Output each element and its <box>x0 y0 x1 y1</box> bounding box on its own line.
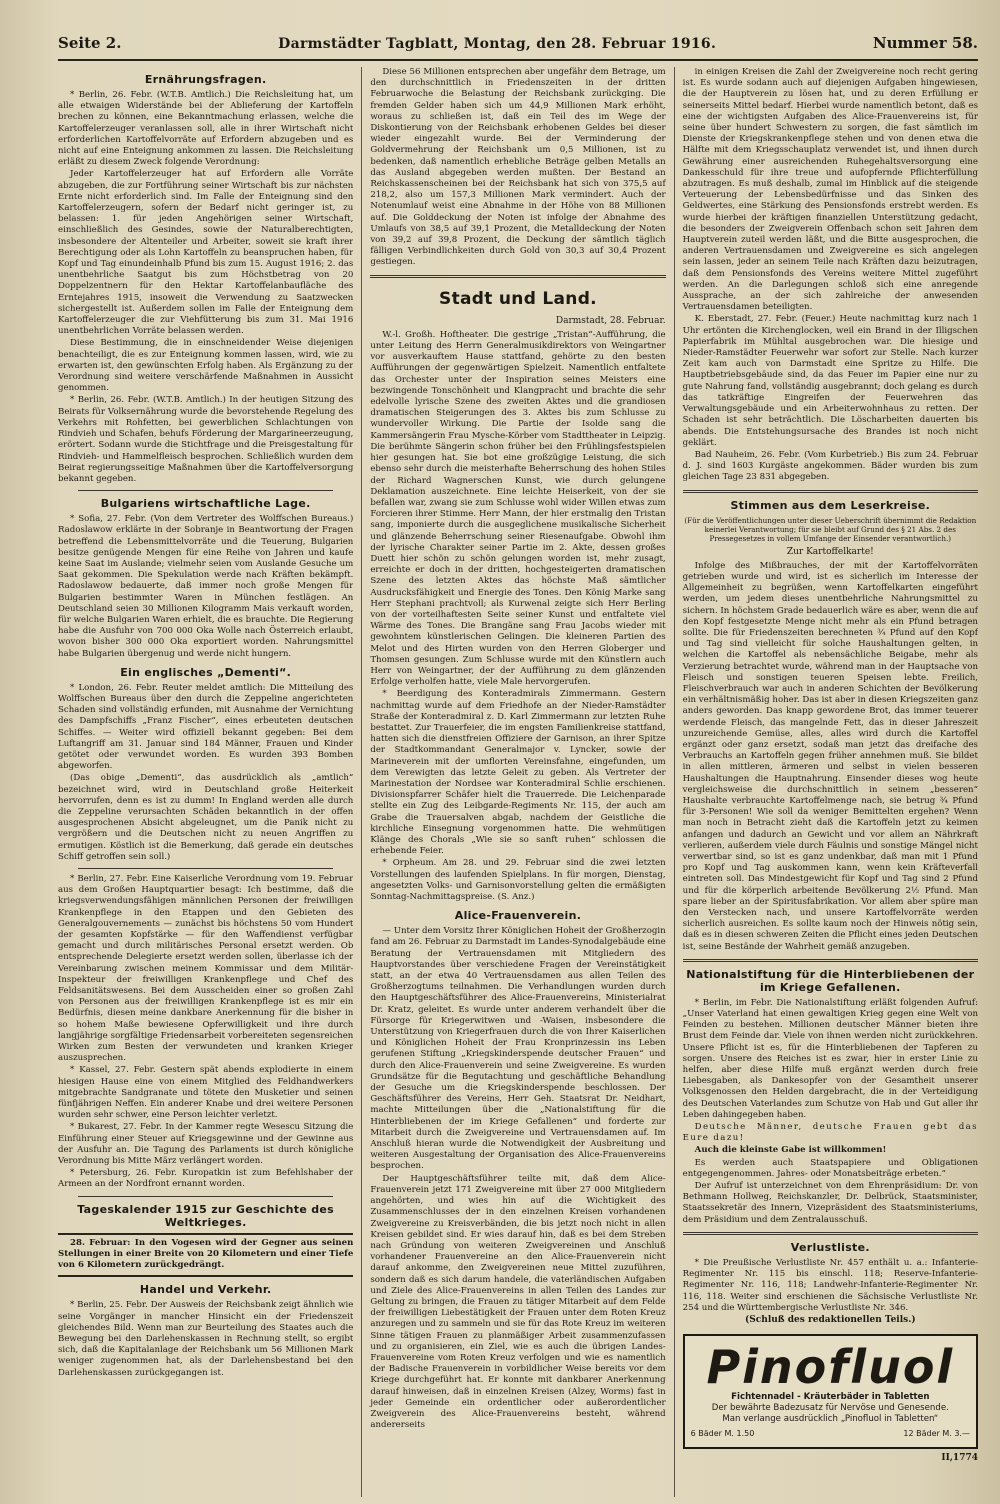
divider <box>78 1196 333 1197</box>
divider <box>683 1232 978 1235</box>
article-paragraph: W.-l. Großh. Hoftheater. Die gestrige „Tristan“-Aufführung, die unter Leitung des Herrn Generalmusikdirektors von Weingartner vor ausverkauftem Hause stattfand, gehörte zu den besten Aufführungen der gegenwärtigen Spielzeit. Namentlich entfaltete das Orchester unter der Inspiration seines Meisters eine bezwingende Tonschönheit und Klangpracht und brachte die sehr edelvolle lyrische Szene des zweiten Aktes und die grandiosen dramatischen Steigerungen des 3. Aktes bis zum Schlusse zu wundervoller Wirkung. Die Partie der Isolde sang die Kammersängerin Frau Mysche-Körber vom Stadttheater in Leipzig. Die berühmte Sängerin schon früher bei den Frühlingsfestspielen hier gesungen hat. Sie bot eine großzügige Leistung, die sich ebenso sehr durch die meisterhafte Beherrschung des hohen Stiles der Richard Wagnerschen Kunst, wie durch gelungene Deklamation auszeichnete. Eine leichte Heiserkeit, von der sie befallen war, zwang sie zum Schlusse wohl wider Willen etwas zum Forcieren ihrer Stimme. Herr Mann, der hier erstmalig den Tristan sang, imponierte durch die ausgeglichene musikalische Sicherheit und glänzende Beherrschung seiner Riesenaufgabe. Obwohl ihm der lyrische Charakter seiner Partie im 2. Akte, dessen großes Duett hier schön zu schön gelungen worden ist, mehr zusagt, erreichte er doch in der dritten, hochgesteigerten dramatischen Szene des letzten Aktes das höchste Maß sämtlicher Ausdrucksfähigkeit und Energie des Tones. Den König Marke sang Herr Stephani prachtvoll; als Kurwenal zeigte sich Herr Berling von der vorteilhaftesten Seite seiner Kunst und entfaltete viel Wärme des Tones. Die Brangäne sang Frau Jacobs wieder mit gewohntem künstlerischen Gelingen. Die kleineren Partien des Melot und des Hirten wurden von den Herren Globerger und Thomsen gesungen. Zum Schlusse wurde mit den Künstlern auch Herr von Weingartner, der der Aufführung zu dem glänzenden Erfolge verholfen hatte, viele Male hervorgerufen. <box>370 329 666 688</box>
disclaimer: (Für die Veröffentlichungen unter dieser Ueberschrift übernimmt die Redaktion keinerlei Verantwortung; für sie bleibt auf Grund des § 21 Abs. 2 des Pressegesetzes in vollem Umfange der Einsender verantwortlich.) <box>684 515 977 543</box>
article-paragraph: K. Eberstadt, 27. Febr. (Feuer.) Heute nachmittag kurz nach 1 Uhr ertönten die Kirchenglocken, weil ein Brand in der Illigschen Papierfabrik im Mühltal ausgebrochen war. Die hiesige und Nieder-Ramstädter Feuerwehr war sofort zur Stelle. Nach kurzer Zeit kam auch von Darmstadt eine Spritze zu Hilfe. Die Hauptbetriebsgebäude sind, da das Feuer im Papier eine nur zu gute Nahrung fand, vollständig ausgebrannt; doch gelang es durch das tatkräftige Eingreifen der Feuerwehren das Verwaltungsgebäude und ein Arbeiterwohnhaus zu retten. Der Schaden ist sehr beträchtlich. Die Löscharbeiten dauerten bis abends. Die Entstehungsursache des Brandes ist noch nicht geklärt. <box>682 314 978 448</box>
article-paragraph: * Beerdigung des Konteradmirals Zimmermann. Gestern nachmittag wurde auf dem Friedhofe an der Nieder-Ramstädter Straße der Konteradmiral z. D. Karl Zimmermann zur letzten Ruhe bestattet. Zur Trauerfeier, die im engsten Familienkreise stattfand, hatten sich die dienstfreien Offiziere der Garnison, an ihrer Spitze der Stadtkommandant Generalmajor v. Lyncker, sowie der Marineverein mit der umflorten Vereinsfahne, eingefunden, um dem Verewigten das letzte Geleit zu geben. Als Vertreter der Marinestation der Nordsee war Konteradmiral Schlie erschienen. Divisionspfarrer Schäfer hielt die Trauerrede. Die Leichenparade stellte ein Zug des Leibgarde-Regiments Nr. 115, der auch am Grabe die Trauersalven abgab, nachdem der Geistliche die kirchliche Einsegnung vorgenommen hatte. Die wehmütigen Klänge des Chorals „Wie sie so sanft ruhen“ schlossen die erhebende Feier. <box>370 689 666 857</box>
article-paragraph: * Berlin, 26. Febr. (W.T.B. Amtlich.) Die Reichsleitung hat, um alle etwaigen Widerstände bei der Ablieferung der Kartoffeln brechen zu können, eine Bekanntmachung erlassen, welche die Kartoffelerzeuger veranlassen soll, alle in ihrer Wirtschaft nicht erforderlichen Kartoffelvorräte auf Erfordern abzugeben und es nicht auf eine Enteignung ankommen zu lassen. Die Reichsleitung erläßt zu diesem Zweck folgende Verordnung: <box>58 90 354 168</box>
calendar-entry: 28. Februar: In den Vogesen wird der Gegner aus seinen Stellungen in einer Breite von 20 Kilometern und einer Tiefe von 6 Kilometern zurückgedrängt. <box>58 1237 354 1271</box>
article-paragraph: * Berlin, 25. Febr. Der Ausweis der Reichsbank zeigt ähnlich wie seine Vorgänger in mancher Hinsicht ein der Friedenszeit gleichendes Bild. Wenn man zur Beurteilung des Staates auch die Bewegung bei den Darlehenskassen in Rechnung stellt, so ergibt sich, daß die Kapitalanlage der Reichsbank um 56 Millionen Mark weniger zugenommen hat, als der Darlehensbestand bei den Darlehenskassen zurückgegangen ist. <box>58 1300 354 1378</box>
article-paragraph: * Bukarest, 27. Febr. In der Kammer regte Wesescu Sitzung die Einführung einer Steuer auf Kriegsgewinne und der Gewinne aus der Ausfuhr an. Die Tagung des Parlaments ist durch königliche Verordnung bis Mitte März verlängert worden. <box>58 1122 354 1167</box>
ad-prices <box>691 1428 970 1439</box>
article-paragraph: Es werden auch Staatspapiere und Obligationen entgegengenommen. Jahres- oder Monatsbeiträge erbeten.“ <box>682 1157 978 1179</box>
headline-bulgarien: Bulgariens wirtschaftliche Lage. <box>100 497 311 511</box>
headline-nationalstiftung: Nationalstiftung für die Hinterbliebenen der im Kriege Gefallenen. <box>686 967 975 994</box>
article-paragraph: in einigen Kreisen die Zahl der Zweigvereine noch recht gering ist. Es wurde sodann auch auf diejenigen Aufgaben hingewiesen, die der Hauptverein zu lösen hat, und zu deren Erfüllung er seinerseits Mittel bedarf. Hierbei wurde namentlich betont, daß es eine der wichtigsten Aufgaben des Alice-Frauenvereins ist, für seine über hundert Schwestern zu sorgen, die fast sämtlich im Dienste der Kriegskrankenpflege stehen und von denen etwa die Hälfte mit dem Kriegsschauplatz verwendet ist, und ihnen durch Gewährung einer ausreichenden Ruhegehaltsversorgung eine Dankesschuld für ihre treue und aufopfernde Pflichterfüllung abzutragen. Es muß deshalb, zumal im Hinblick auf die steigende Verteuerung der Lebensbedürfnisse und das Sinken des Geldwertes, eine Stärkung des Pensionsfonds erstrebt werden. Es wurde hierbei der kräftigen finanziellen Unterstützung gedacht, die besonders der Zweigverein Offenbach schon seit Jahren dem Hauptverein zuteil werden läßt, und die Bitte ausgesprochen, die anderen Vertrauensdamen und Zweigvereine es sich angelegen sein lassen, jeder an seinem Teile nach Kräften dazu beizutragen, daß dem Pensionsfonds des Vereins weitere Mittel zugeführt werden. An die Darlegungen schloß sich eine anregende Aussprache, an der sich zahlreiche der anwesenden Vertrauensdamen beteiligten. <box>682 67 978 313</box>
headline-handel: Handel und Verkehr. <box>139 1283 272 1297</box>
column-3 <box>674 67 978 1497</box>
column-1 <box>58 67 353 1497</box>
article-paragraph: * Kassel, 27. Febr. Gestern spät abends explodierte in einem hiesigen Hause eine von einem Mitglied des Feldhandwerkers mitgebrachte Sandgranate und tötete den Musketier und seinen fünfjährigen Neffen. Ein anderer Knabe und drei weitere Personen wurden sehr schwer, eine Person leichter verletzt. <box>58 1065 354 1121</box>
issue-number: Nummer 58. <box>872 34 978 52</box>
ad-line: Der bewährte Badezusatz für Nervöse und Genesende. <box>711 1403 949 1414</box>
ad-price: 6 Bäder M. 1.50 <box>690 1429 755 1439</box>
article-paragraph: * London, 26. Febr. Reuter meldet amtlich: Die Mitteilung des Wolffschen Bureaus über den durch die Zeppeline angerichteten Schaden sind vollständig erfunden, mit Ausnahme der Vernichtung des Dampfschiffs „Franz Fischer“, eines erbeuteten deutschen Schiffes. — Weiter wird offiziell bekannt gegeben: Bei dem Luftangriff am 31. Januar sind 184 Männer, Frauen und Kinder getötet oder verwundet worden. Es wurden 393 Bomben abgeworfen. <box>58 682 354 772</box>
article-paragraph: Jeder Kartoffelerzeuger hat auf Erfordern alle Vorräte abzugeben, die zur Fortführung seiner Wirtschaft bis zur nächsten Ernte nicht erforderlich sind. Im Falle der Enteignung sind den Kartoffelerzeugern, sofern der Bedarf nicht geringer ist, zu belassen: 1. für jeden Angehörigen seiner Wirtschaft, einschließlich des Gesindes, sowie der Naturalberechtigten, insbesondere der Altenteiler und Arbeiter, soweit sie kraft ihrer Berechtigung oder als Lohn Kartoffeln zu beanspruchen haben, für Kopf und Tag einundeinhalb Pfund bis zum 15. August 1916; 2. das unentbehrliche Saatgut bis zum Höchstbetrag von 20 Doppelzentnern für den Hektar Kartoffelanbaufläche des Erntejahres 1915, insoweit die Verwendung zu Saatzwecken sichergestellt ist. Außerdem sollen im Falle der Enteignung dem Kartoffelerzeuger die zur Viehfütterung bis zum 31. Mai 1916 unentbehrlichen Vorräte belassen werden. <box>58 169 354 337</box>
headline-dementi: Ein englisches „Dementi“. <box>120 665 292 679</box>
ad-brand: Pinofluol <box>706 1340 955 1395</box>
ad-line: Fichtennadel - Kräuterbäder in Tabletten <box>731 1392 930 1403</box>
headline-verlustliste: Verlustliste. <box>790 1240 870 1254</box>
dateline: Darmstadt, 28. Februar. <box>555 315 666 326</box>
ad-line: Man verlange ausdrücklich „Pinofluol in Tabletten“ <box>722 1414 939 1425</box>
article-paragraph: * Sofia, 27. Febr. (Von dem Vertreter des Wolffschen Bureaus.) Radoslawow erklärte in der Sobranje in Beantwortung der Fragen betreffend die Lebensmittelvorräte und die Teuerung, Bulgarien besitze genügende Mengen für eine Reihe von Jahren und kaufe keine Saat im Auslande; vielmehr seien vom Auslande Gesuche um Saat gekommen. Die Spekulation werde nach Kräften bekämpft. Radoslawow bedauerte, daß immer noch große Mengen für Bulgarien bestimmter Waren in München festlägen. An Deutschland seien 30 Millionen Kilogramm Mais verkauft worden, für welche Bulgarien Waren erhielt, die es brauchte. Die Regierung habe die Ausfuhr von 700 000 Oka Wolle nach Österreich erlaubt, wovon bisher 300 000 Oka exportiert worden. Nahrungsmittel habe Bulgarien übergenug und werde nicht hungern. <box>58 514 354 659</box>
appeal-line: Deutsche Männer, deutsche Frauen gebt das Eure dazu! <box>682 1122 978 1144</box>
letter-title: Zur Kartoffelkarte! <box>786 546 874 557</box>
end-of-editorial: (Schluß des redaktionellen Teils.) <box>745 1314 916 1325</box>
article-paragraph: Diese Bestimmung, die in einschneidender Weise diejenigen benachteiligt, die es zur Enteignung kommen lassen, wird, wie zu erwarten ist, den gewünschten Erfolg haben. Als Ergänzung zu der Verordnung sind weitere verschärfende Maßnahmen in Aussicht genommen. <box>58 338 354 394</box>
article-paragraph: * Berlin, 26. Febr. (W.T.B. Amtlich.) In der heutigen Sitzung des Beirats für Volksernährung wurde die bevorstehende Regelung des Verkehrs mit Rohfetten, bei gewerblichen Schlachtungen von Rindvieh und Schafen, behufs Förderung der Margarineerzeugung, erörtert. Sodann wurde die Stichtfrage und die Preisgestaltung für Rindvieh- und Hammelfleisch besprochen. Schließlich wurden dem Beirat regierungsseitige Maßnahmen über die Kartoffelversorgung bekannt gegeben. <box>58 395 354 484</box>
article-paragraph: * Berlin, im Febr. Die Nationalstiftung erläßt folgenden Aufruf: „Unser Vaterland hat einen gewaltigen Krieg gegen eine Welt von Feinden zu bestehen. Millionen deutscher Männer bieten ihre Brust dem Feinde dar. Viele von ihnen werden nicht zurückkehren. Unsere Pflicht ist es, für die Hinterbliebenen der Tapferen zu sorgen. Unsere des Reiches ist es zwar, hier in erster Linie zu helfen, aber diese Hilfe muß ergänzt werden durch freie Liebesgaben, als Dankesopfer von der Gesamtheit unserer Volksgenossen den Helden dargebracht, die in der Verteidigung des Deutschen Vaterlandes zum Schutze von Hab und Gut aller ihr Leben dahingegeben haben. <box>682 997 978 1120</box>
page-number: Seite 2. <box>58 34 122 52</box>
article-paragraph: Der Hauptgeschäftsführer teilte mit, daß dem Alice-Frauenverein jetzt 171 Zweigvereine mit über 27 000 Mitgliedern angehörten, und wies hin auf die Wichtigkeit des Zusammenschlusses der in den einzelnen Kreisen vorhandenen Zweigvereine zu Kreisverbänden, die bis jetzt noch nicht in allen Kreisen gebildet sind. Er wies darauf hin, daß es bei dem Streben nach Gründung von weiteren Zweigvereinen und Anschluß vorhandener Frauenvereine an den Alice-Frauenverein nicht darauf ankomme, den Zweigvereinen neue Mittel zuzuführen, sondern daß es sich darum handele, die vaterländischen Aufgaben und Ziele des Alice-Frauenvereins in allen Teilen des Landes zur Geltung zu bringen, die Frauen zu tätiger Mitarbeit auf dem Felde der freiwilligen Liebestätigkeit der Frauen unter dem Roten Kreuz anzuregen und zu sammeln und sie für das Rote Kreuz im weiteren Sinne tätigen Frauen zu planmäßiger Arbeit zusammenzufassen und zu organisieren, ein Ziel, wie es auch die übrigen Landes-Frauenvereine vom Roten Kreuz verfolgen und wie es namentlich der Badische Frauenverein in vorbildlicher Weise bereits vor dem Kriege durchgeführt hat. Er konnte mit dankbarer Anerkennung darauf hinweisen, daß in einzelnen Kreisen (Alzey, Worms) fast in jeder Gemeinde ein ordentlicher oder außerordentlicher Zweigverein des Alice-Frauenvereins besteht, während andererseits <box>370 1173 666 1431</box>
article-paragraph: — Unter dem Vorsitz Ihrer Königlichen Hoheit der Großherzogin fand am 26. Februar zu Darmstadt im Landes-Synodalgebäude eine Beratung der Vertrauensdamen mit Mitgliedern des Hauptvorstandes über verschiedene Fragen der Vereinstätigkeit statt, an der etwa 40 Vertrauensdamen aus allen Teilen des Großherzogtums teilnahmen. Die Verhandlungen wurden durch den Hauptgeschäftsführer des Alice-Frauenvereins, Ministerialrat Dr. Kratz, geleitet. Es wurde unter anderem verhandelt über die Fürsorge für Kriegerwitwen und -Waisen, insbesondere die Unterstützung von Kriegerfrauen durch die von Ihrer Kaiserlichen und Königlichen Hoheit der Frau Kronprinzessin ins Leben gerufenen Stiftung „Kriegskinderspende deutscher Frauen“ und durch den Alice-Frauenverein und seine Zweigvereine. Es wurden Grundsätze für die Begutachtung und geschäftliche Behandlung der Gesuche um die Kriegskinderspende beschlossen. Der Geschäftsführer des Vereins, Herr Geh. Staatsrat Dr. Neidhart, machte Mitteilungen über die „Nationalstiftung für die Hinterbliebenen der im Kriege Gefallenen“ und forderte zur Mitarbeit durch die Zweigvereine und Vertrauensdamen auf. Im Anschluß hieran wurde die Notwendigkeit der Ausbreitung und weiteren Ausgestaltung der Organisation des Alice-Frauenvereins besprochen. <box>370 926 666 1172</box>
divider <box>78 490 333 491</box>
column-2 <box>361 67 665 1497</box>
ad-price: 12 Bäder M. 3.— <box>903 1429 970 1439</box>
divider <box>370 275 665 278</box>
newspaper-title-date: Darmstädter Tagblatt, Montag, den 28. Februar 1916. <box>278 36 717 52</box>
headline-tageskalender: Tageskalender 1915 zur Geschichte des Weltkrieges. <box>77 1202 335 1229</box>
advertisement-pinofluol <box>683 1334 978 1449</box>
article-paragraph: Bad Nauheim, 26. Febr. (Vom Kurbetrieb.) Bis zum 24. Februar d. J. sind 1603 Kurgäste angekommen. Bäder wurden bis zum gleichen Tage 23 831 abgegeben. <box>682 449 978 483</box>
divider <box>683 959 978 962</box>
article-paragraph: * Berlin, 27. Febr. Eine Kaiserliche Verordnung vom 19. Februar aus dem Großen Hauptquartier besagt: Ich bestimme, daß die kriegsverwendungsfähigen männlichen Personen der freiwilligen Krankenpflege in den Etappen und den Gebieten des Generalgouvernements — zunächst bis höchstens 50 vom Hundert der gesamten Kopfstärke — für den Waffendienst verfügbar gemacht und durch militärisches Personal ersetzt werden. Ob entsprechende Delegierte ersetzt werden sollen, überlasse ich der Vereinbarung zwischen meinem Kommissar und dem Militär-Inspekteur der freiwilligen Krankenpflege und Chef des Feldsanitätswesens. Bei dem Ausscheiden einer so großen Zahl von Personen aus der freiwilligen Krankenpflege ist es mir ein Bedürfnis, diesen meine dankbare Anerkennung für die bisher in so hohem Maße bewiesene Opferwilligkeit und ihre durch langjährige sorgfältige Friedensarbeit vorbereiteten segensreichen Wirken zum Besten der verwundeten und kranken Krieger auszusprechen. <box>58 874 354 1064</box>
appeal-line: Auch die kleinste Gabe ist willkommen! <box>694 1145 887 1156</box>
article-paragraph: Der Aufruf ist unterzeichnet von dem Ehrenpräsidium: Dr. von Bethmann Hollweg, Reichskanzler, Dr. Delbrück, Staatsminister, Staatssekretär des Innern, Vizepräsident des Staatsministeriums, dem Präsidium und dem Zentralausschuß. <box>682 1181 978 1225</box>
article-paragraph: * Petersburg, 26. Febr. Kuropatkin ist zum Befehlshaber der Armeen an der Nordfront ernannt worden. <box>58 1168 354 1190</box>
ad-code: II,1774 <box>941 1453 978 1464</box>
masthead <box>58 34 978 61</box>
headline-alice-frauenverein: Alice-Frauenverein. <box>454 909 582 923</box>
headline-leserkreise: Stimmen aus dem Leserkreise. <box>730 498 931 512</box>
article-paragraph: Diese 56 Millionen entsprechen aber ungefähr dem Betrage, um den durchschnittlich in Friedenszeiten in der dritten Februarwoche die Belastung der Reichsbank zurückging. Die fremden Gelder haben sich um 44,9 Millionen Mark erhöht, woraus zu schließen ist, daß ein Teil des im Wege der Diskontierung von der Reichsbank erhobenen Geldes bei dieser wieder eingezahlt wurde. Bei der Verminderung der Goldvermehrung der Reichsbank um 0,5 Millionen, ist zu bedenken, daß namentlich erhebliche Beträge gelben Metalls an das Ausland abgegeben werden mußten. Der Bestand an Reichskassenscheinen bei der Reichsbank hat sich von 375,5 auf 218,2, also um 157,3 Millionen Mark vermindert. Auch der Notenumlauf weist eine Abnahme in der Höhe von 88 Millionen auf. Die Golddeckung der Noten ist infolge der Abnahme des Umlaufs von 38,5 auf 39,1 Prozent, die Metalldeckung der Noten von 39,2 auf 39,8 Prozent, die Deckung der sämtlich täglich fälligen Verbindlichkeiten durch Gold von 30,3 auf 30,4 Prozent gestiegen. <box>370 67 666 268</box>
divider <box>78 868 333 869</box>
article-paragraph: * Orpheum. Am 28. und 29. Februar sind die zwei letzten Vorstellungen des laufenden Spielplans. In für morgen, Dienstag, angesetzten Volks- und Garnisonvorstellung gelten die ermäßigten Sonntag-Nachmittagspreise. (S. Anz.) <box>370 858 666 903</box>
calendar-box <box>58 1233 353 1278</box>
article-paragraph: Infolge des Mißbrauches, der mit der Kartoffelvorräten getrieben wurde und wird, ist es sicherlich im Interesse der Allgemeinheit zu begrüßen, wenn Kartoffelkarten eingeführt werden, um jedem dieses unentbehrliche Nahrungsmittel zu sichern. In höchstem Grade bedauerlich wäre es aber, wenn die auf den Kopf festgesetzte Menge nicht mehr als ein Pfund betragen sollte. Die für Friedenszeiten berechneten ¾ Pfund auf den Kopf und Tag sind vielleicht für solche Haushaltungen gelten, in welchen die Kartoffel als nebensächliche Beigabe, mehr als Verzierung betrachtet wurde, während man in der Hauptsache von Fleisch und sonstigen teueren Speisen lebte. Freilich, Fleischverbrauch war auch in anderen Schichten der Bevölkerung ein verhältnismäßig hoher. Das ist aber in diesen Kriegszeiten ganz anders geworden. Das knapp gewordene Brot, das immer teuerer werdende Fleisch, das mangelnde Fett, das in dieser Jahreszeit unzureichende Gemüse, alles, alles wird durch die Kartoffel ergänzt oder ganz ersetzt, sodaß man jetzt das dreifache des Verbrauchs an Kartoffeln gegen früher annehmen muß. Sie bildet in allen mittleren, ärmeren und selbst in vielen besseren Haushaltungen die Hauptnahrung. Einsender dieses wog heute vergleichsweise die durchschnittlich in seinem „besseren“ Haushalte verbrauchte Kartoffelmenge nach, sie betrug ¾ Pfund für 3-Personen! Wie soll da weniger Bemittelten ergehen? Wenn man noch in Betracht zieht daß die Kartoffeln jetzt zu keimen anfangen und dadurch an Gewicht und vor allem an Nährkraft verlieren, außerdem viele durch Fäulnis und sonstige Mängel nicht verwertbar sind, so ist es ganz undenkbar, daß man mit 1 Pfund pro Kopf und Tag auskommen kann, wenn kein Kräfteverfall eintreten soll. Das Mindestgewicht für Kopf und Tag sind 2 Pfund und für die körperlich arbeitende Bevölkerung 2½ Pfund. Man spare lieber an der Spiritusfabrikation. Vor allem aber spüre man den Verstecken nach, und unsere Kartoffelvorräte werden sicherlich ausreichen. Es sollte kaum noch der Hinweis nötig sein, daß es in diesen schweren Zeiten die Pflicht eines jeden Deutschen ist, seine Bestände der Wahrheit gemäß anzugeben. <box>682 560 978 952</box>
headline-stadt-und-land: Stadt und Land. <box>439 288 597 309</box>
article-paragraph: (Das obige „Dementi“, das ausdrücklich als „amtlich“ bezeichnet wird, wird in Deutschland große Heiterkeit hervorrufen, denn es ist zu dumm! In England werden alle durch die Zeppeline verursachten Schäden bekanntlich in der offen ausgesprochenen Absicht abgeleugnet, um die Panik nicht zu vergrößern und die Deutschen nicht zu neuen Angriffen zu ermutigen. Köstlich ist die Bemerkung, daß gerade ein deutsches Schiff getroffen sein soll.) <box>58 773 354 862</box>
divider <box>683 490 978 493</box>
article-paragraph: * Die Preußische Verlustliste Nr. 457 enthält u. a.: Infanterie-Regimenter Nr. 115 bis einschl. 118; Reserve-Infanterie-Regimenter Nr. 116, 118; Landwehr-Infanterie-Regimenter Nr. 116, 118. Weiter sind erschienen die Sächsische Verlustliste Nr. 254 und die Württembergische Verlustliste Nr. 346. <box>682 1257 978 1313</box>
headline-ernaehrungsfragen: Ernährungsfragen. <box>144 73 267 86</box>
columns <box>58 67 978 1497</box>
